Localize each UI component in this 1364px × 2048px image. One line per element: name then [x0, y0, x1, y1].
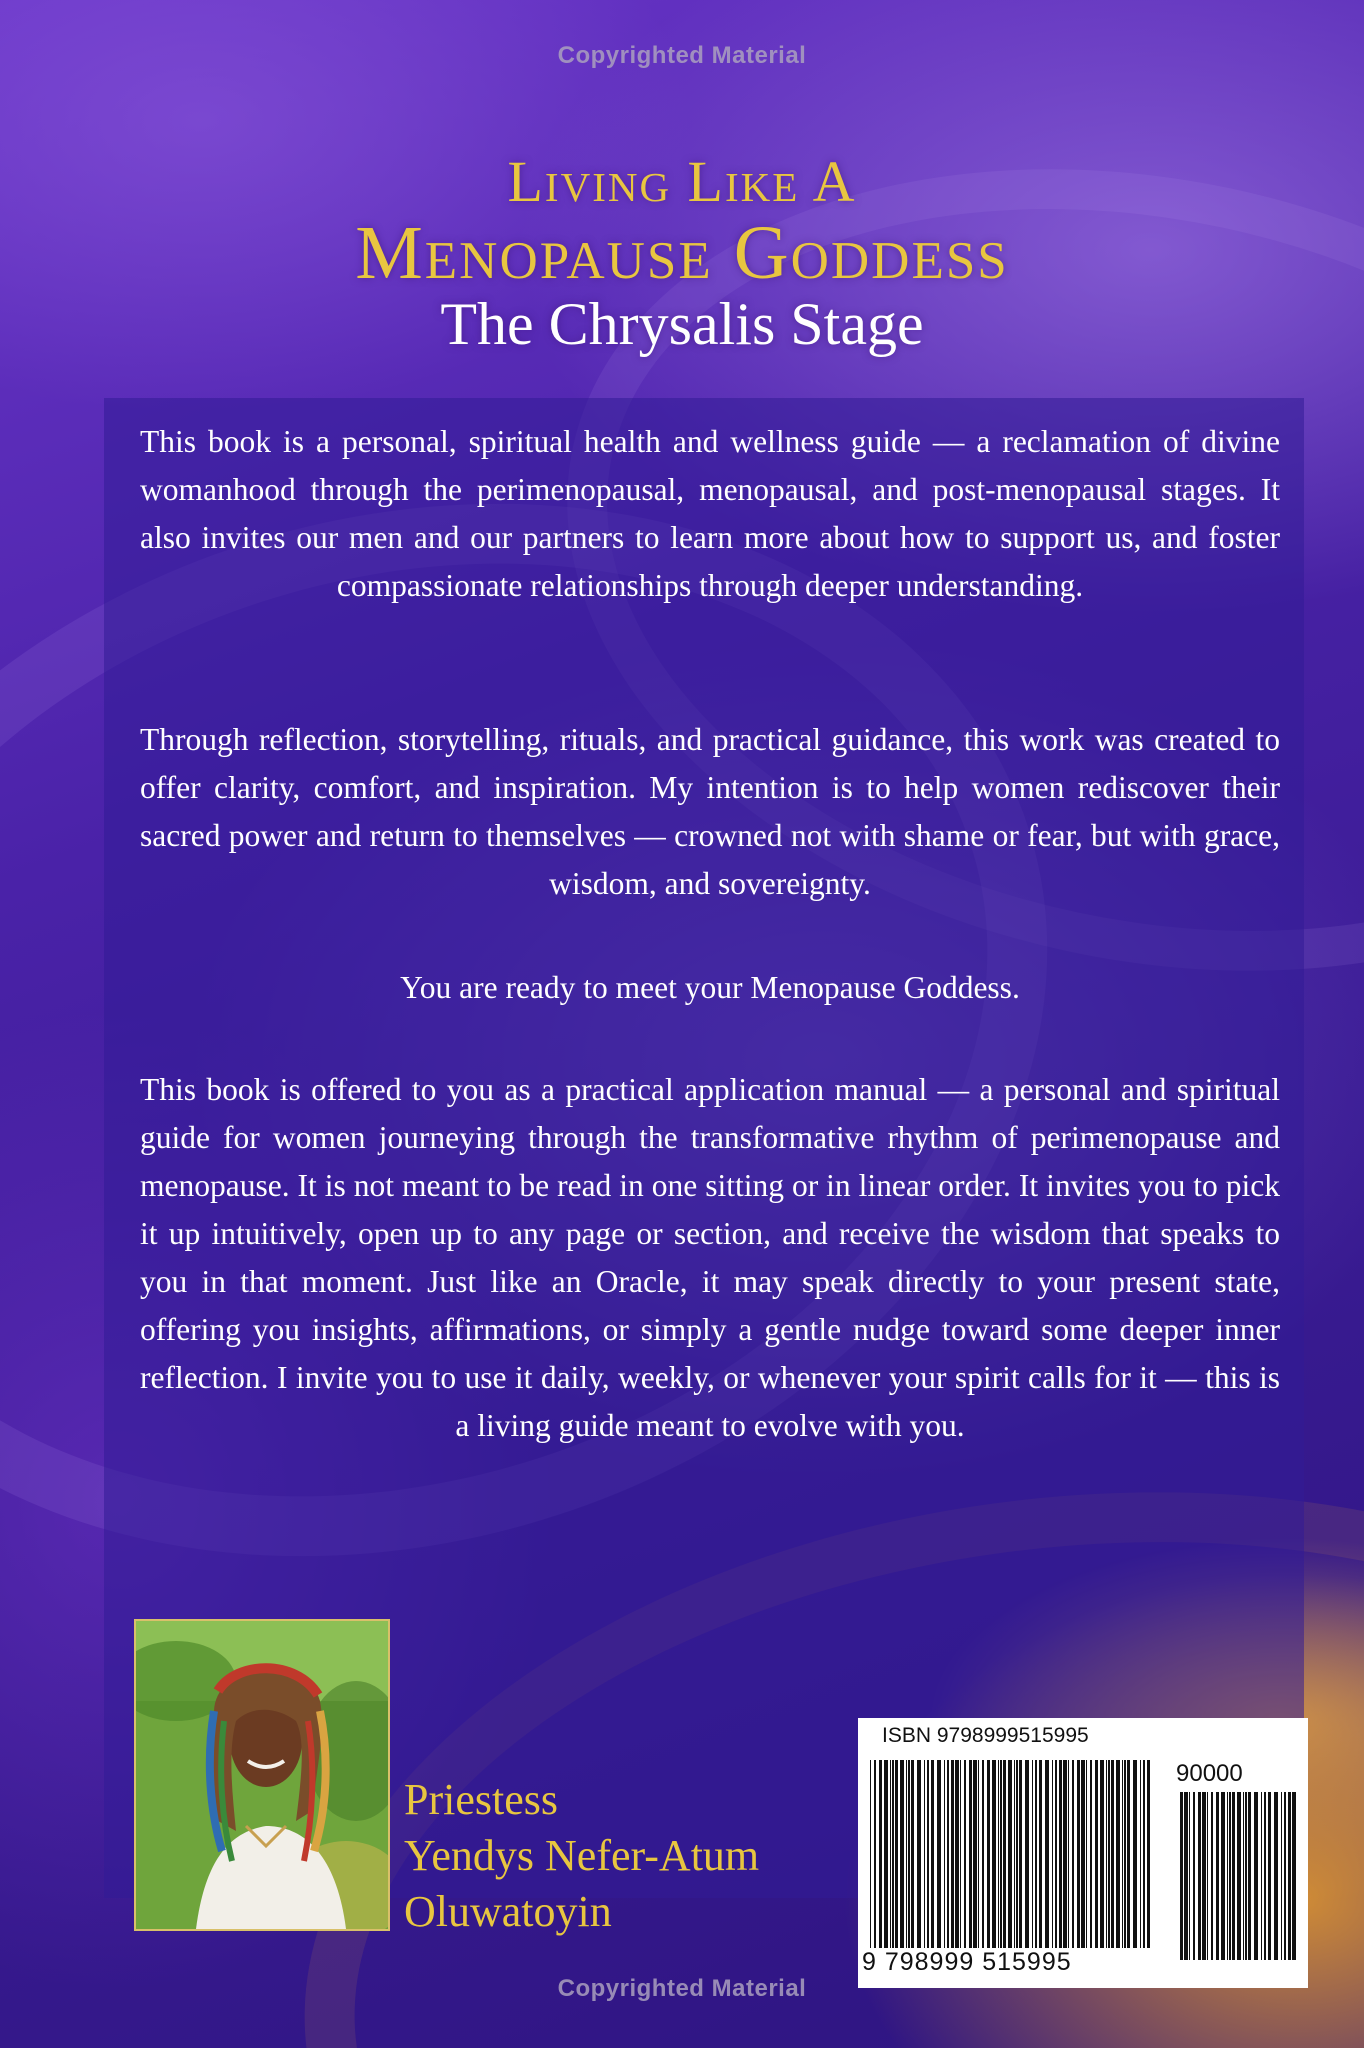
copyright-watermark-top: Copyrighted Material: [557, 42, 807, 69]
description-paragraph-1: This book is a personal, spiritual health and wellness guide — a reclamation of divine womanhood through the perimenopausal, menopausal, and post-menopausal stages. It also invites our men and our partners to learn more about how to support us, and foster compassionate relationships through deeper understanding.: [140, 424, 1280, 603]
isbn-digits: 9 798999 515995: [862, 1948, 1174, 1977]
price-code: 90000: [1176, 1760, 1243, 1787]
author-name-line-1: Priestess: [404, 1775, 558, 1824]
barcode-bars: [866, 1760, 1156, 1976]
isbn-barcode: [858, 1718, 1308, 1988]
book-title-line-2: Menopause Goddess: [355, 211, 1009, 295]
description-paragraph-2: Through reflection, storytelling, rituals, and practical guidance, this work was created to offer clarity, comfort, and inspiration. My intention is to help women rediscover their sacred power and return to themselves — crowned not with shame or fear, but with grace, wisdom, and sovereignty.: [140, 722, 1280, 901]
copyright-watermark-bottom: Copyrighted Material: [557, 1975, 807, 2002]
author-name-line-3: Oluwatoyin: [404, 1887, 612, 1936]
price-barcode-bars: [1176, 1792, 1298, 1960]
book-subtitle: The Chrysalis Stage: [440, 291, 924, 357]
description-paragraph-3: You are ready to meet your Menopause Goddess.: [400, 970, 1020, 1005]
description-paragraph-4: This book is offered to you as a practical application manual — a personal and spiritual guide for women journeying through the transformative rhythm of perimenopause and menopause. It is not meant to be read in one sitting or in linear order. It invites you to pick it up intuitively, open up to any page or section, and receive the wisdom that speaks to you in that moment. Just like an Oracle, it may speak directly to your present state, offering you insights, affirmations, or simply a gentle nudge toward some deeper inner reflection. I invite you to use it daily, weekly, or whenever your spirit calls for it — this is a living guide meant to evolve with you.: [140, 1072, 1280, 1443]
author-portrait-image: [136, 1621, 388, 1929]
isbn-label: ISBN 9798999515995: [882, 1724, 1089, 1747]
book-title-line-1: Living Like A: [507, 149, 857, 214]
author-name-line-2: Yendys Nefer-Atum: [404, 1831, 760, 1880]
author-photo: [134, 1619, 390, 1931]
